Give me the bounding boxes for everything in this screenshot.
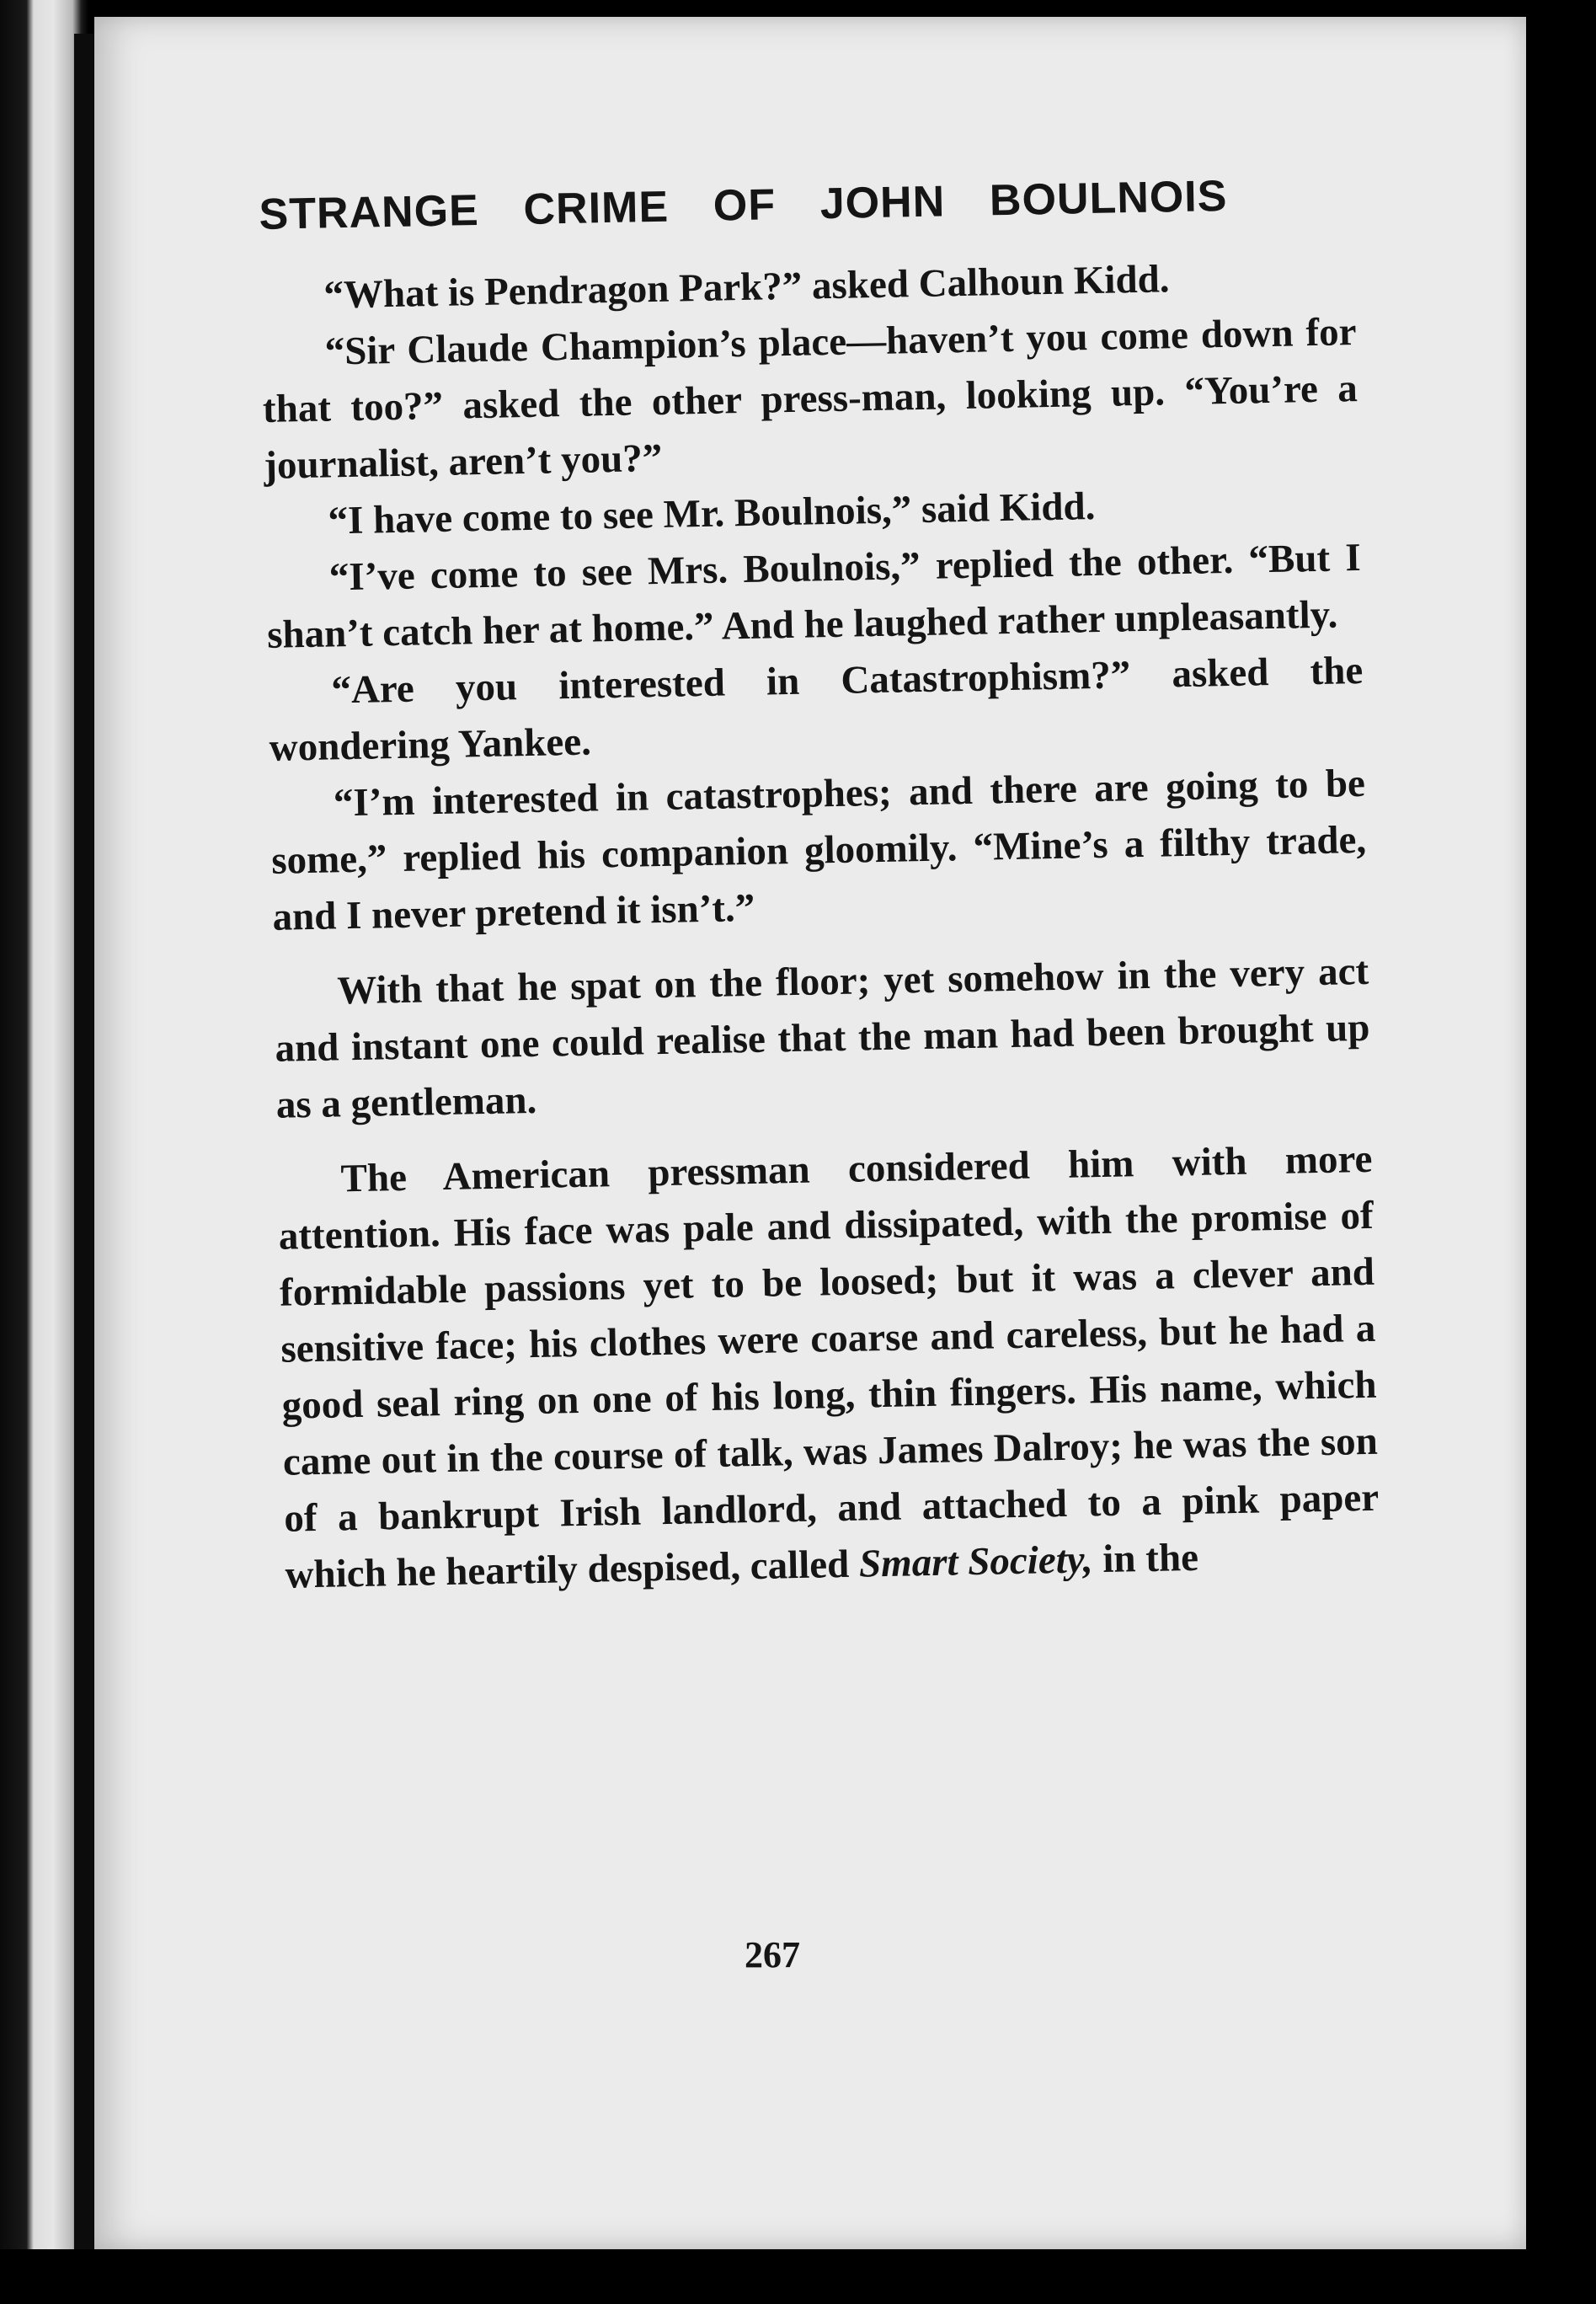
paragraph-8-text: The American pressman considered him with more attention. His face was pale and dissipated, with the promise of formidable passions yet to be loosed; but it was a clever and sensitive face; his clothes were coarse and careless, but he had a good seal ring on one of his long, thin fingers. His name, which came out in the course of talk, was James Dalroy; he was the son of a bankrupt Irish landlord, and attached to a pink paper which he heartily despised, called (278, 1136, 1380, 1597)
page-text-block (259, 168, 1380, 1604)
scan-right-margin (1526, 0, 1596, 2304)
paragraph-4: “I’ve come to see Mrs. Boulnois,” replied the other. “But I shan’t catch her at home.” And he laughed rather unpleasantly. (266, 535, 1362, 657)
paragraph-8 (277, 1131, 1380, 1604)
paragraph-7: With that he spat on the floor; yet somehow in the very act and instant one could realise that the man had been brought up as a gentleman. (275, 949, 1370, 1127)
paragraph-1: “What is Pendragon Park?” asked Calhoun Kidd. (323, 257, 1170, 318)
paragraph-8-tail: in the (1092, 1535, 1199, 1582)
paragraph-3: “I have come to see Mr. Boulnois,” said Kidd. (328, 484, 1096, 543)
scan-bottom-margin (0, 2249, 1596, 2304)
book-page (94, 17, 1526, 2249)
publication-title: Smart Society, (858, 1537, 1094, 1586)
paragraph-6: “I’m interested in catastrophes; and there are going to be some,” replied his companion gloomily. “Mine’s a filthy trade, and I never pretend it isn’t.” (270, 761, 1367, 939)
running-head: STRANGE CRIME OF JOHN BOULNOIS (259, 171, 1228, 239)
paragraph-5: “Are you interested in Catastrophism?” asked the wondering Yankee. (269, 648, 1364, 770)
book-spine-shadow (74, 34, 96, 2258)
paragraph-2: “Sir Claude Champion’s place—haven’t you come down for that too?” asked the other press-man, looking up. “You’re a journalist, aren’t you?” (262, 310, 1358, 488)
page-number: 267 (745, 1934, 800, 1975)
